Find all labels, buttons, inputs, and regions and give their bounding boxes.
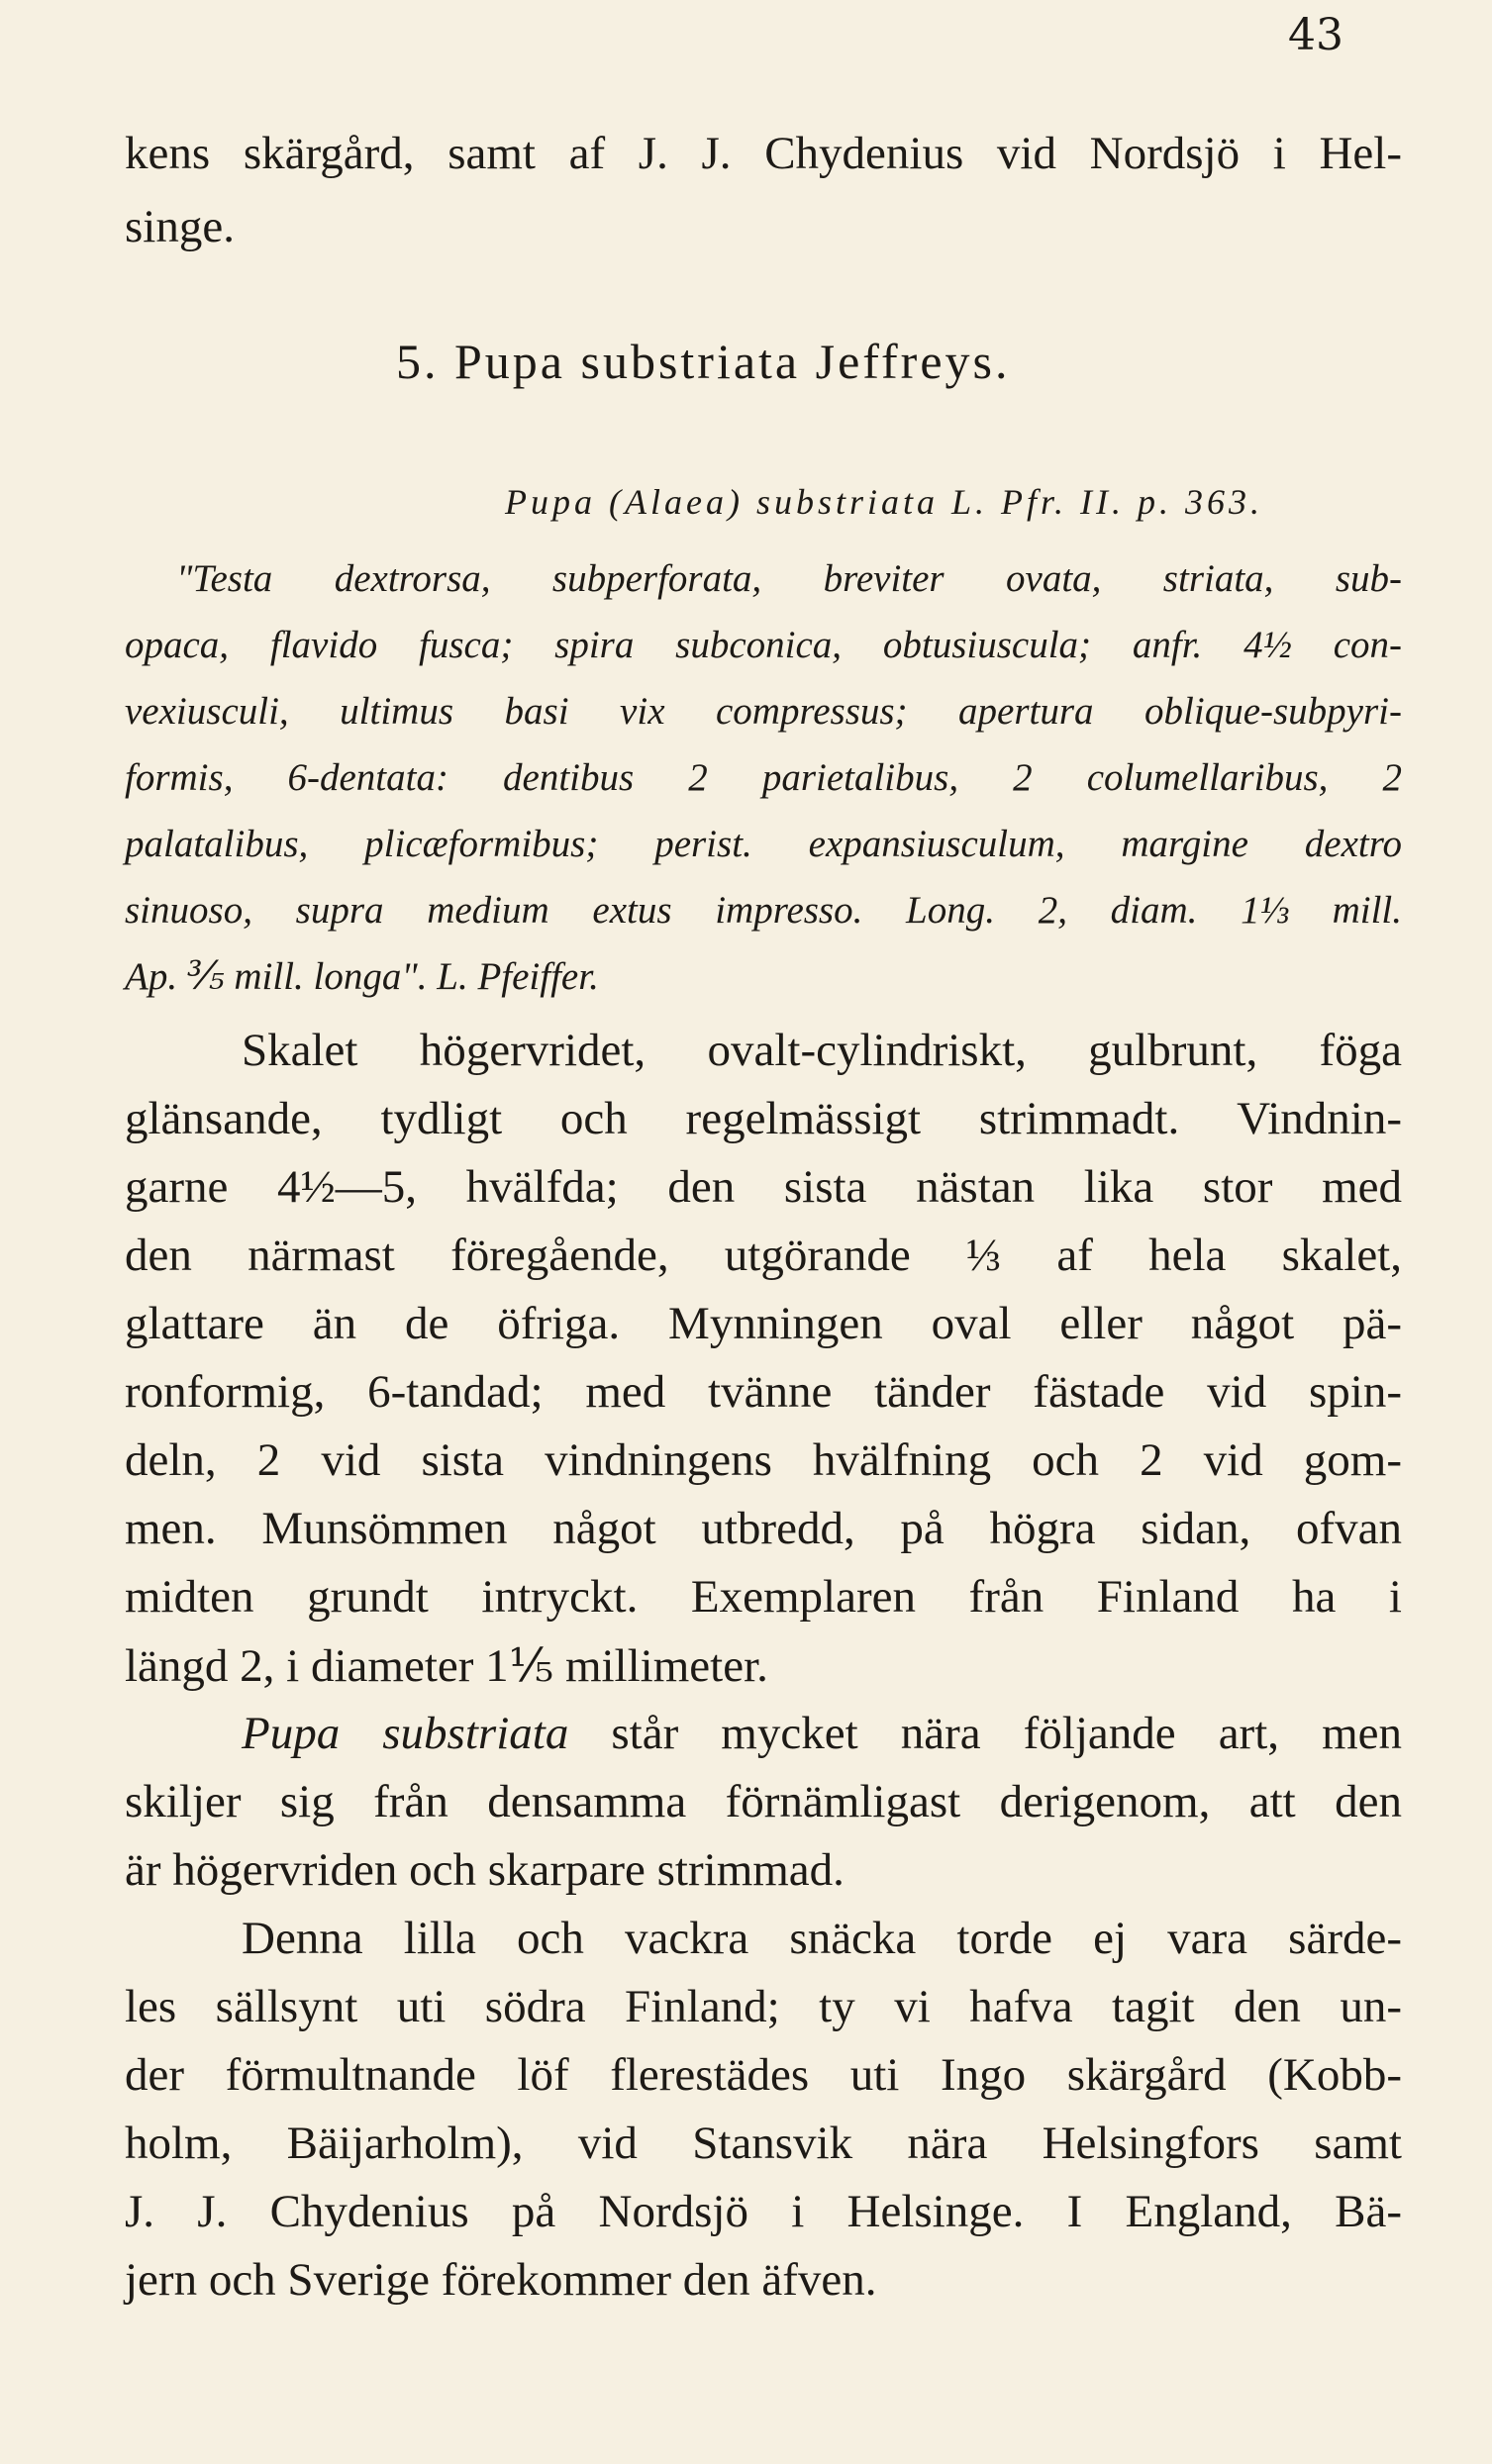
latin-line: opaca, flavido fusca; spira subconica, obtusiuscula; anfr. 4½ con- xyxy=(125,624,1402,666)
synonym-citation: Pupa (Alaea) substriata L. Pfr. II. p. 363. xyxy=(505,482,1263,522)
text-line: Denna lilla och vackra snäcka torde ej vara särde- xyxy=(242,1913,1402,1964)
page-number: 43 xyxy=(1288,10,1343,60)
text-line xyxy=(125,1707,1402,1760)
text-line: den närmast föregående, utgörande ⅓ af hela skalet, xyxy=(125,1230,1402,1281)
text-line: jern och Sverige förekommer den äfven. xyxy=(125,2254,877,2306)
text-line: är högervriden och skarpare strimmad. xyxy=(125,1844,845,1896)
text-line: holm, Bäijarholm), vid Stansvik nära Helsingfors samt xyxy=(125,2118,1402,2169)
text-line: men. Munsömmen något utbredd, på högra sidan, ofvan xyxy=(125,1503,1402,1554)
text-line: deln, 2 vid sista vindningens hvälfning och 2 vid gom- xyxy=(125,1434,1402,1486)
latin-line: formis, 6-dentata: dentibus 2 parietalibus, 2 columellaribus, 2 xyxy=(125,756,1402,799)
continuation-line-1: kens skärgård, samt af J. J. Chydenius vid Nordsjö i Hel- xyxy=(125,128,1402,179)
text-line: längd 2, i diameter 1⅕ millimeter. xyxy=(125,1640,768,1692)
continuation-line-2: singe. xyxy=(125,201,235,252)
text-line: Skalet högervridet, ovalt-cylindriskt, gulbrunt, föga xyxy=(242,1025,1402,1076)
text-line: J. J. Chydenius på Nordsjö i Helsinge. I England, Bä- xyxy=(125,2186,1402,2237)
latin-line: sinuoso, supra medium extus impresso. Long. 2, diam. 1⅓ mill. xyxy=(125,889,1402,932)
text-line: ronformig, 6-tandad; med tvänne tänder fästade vid spin- xyxy=(125,1366,1402,1418)
species-name: Pupa substriata xyxy=(242,1708,569,1759)
species-heading: 5. Pupa substriata Jeffreys. xyxy=(396,334,1011,389)
latin-line: "Testa dextrorsa, subperforata, breviter ovata, striata, sub- xyxy=(176,557,1402,600)
text-line: der förmultnande löf flerestädes uti Ingo skärgård (Kobb- xyxy=(125,2049,1402,2101)
text-line: skiljer sig från densamma förnämligast derigenom, att den xyxy=(125,1776,1402,1827)
text-span: står mycket nära följande art, men xyxy=(568,1708,1402,1759)
text-line: les sällsynt uti södra Finland; ty vi hafva tagit den un- xyxy=(125,1981,1402,2032)
text-line: garne 4½—5, hvälfda; den sista nästan lika stor med xyxy=(125,1161,1402,1213)
latin-line: vexiusculi, ultimus basi vix compressus; apertura oblique-subpyri- xyxy=(125,690,1402,733)
latin-line: Ap. ⅗ mill. longa". L. Pfeiffer. xyxy=(125,955,599,998)
text-line: midten grundt intryckt. Exemplaren från Finland ha i xyxy=(125,1571,1402,1623)
text-line: glänsande, tydligt och regelmässigt strimmadt. Vindnin- xyxy=(125,1093,1402,1144)
latin-line: palatalibus, plicæformibus; perist. expansiusculum, margine dextro xyxy=(125,823,1402,865)
text-line: glattare än de öfriga. Mynningen oval eller något pä- xyxy=(125,1298,1402,1349)
